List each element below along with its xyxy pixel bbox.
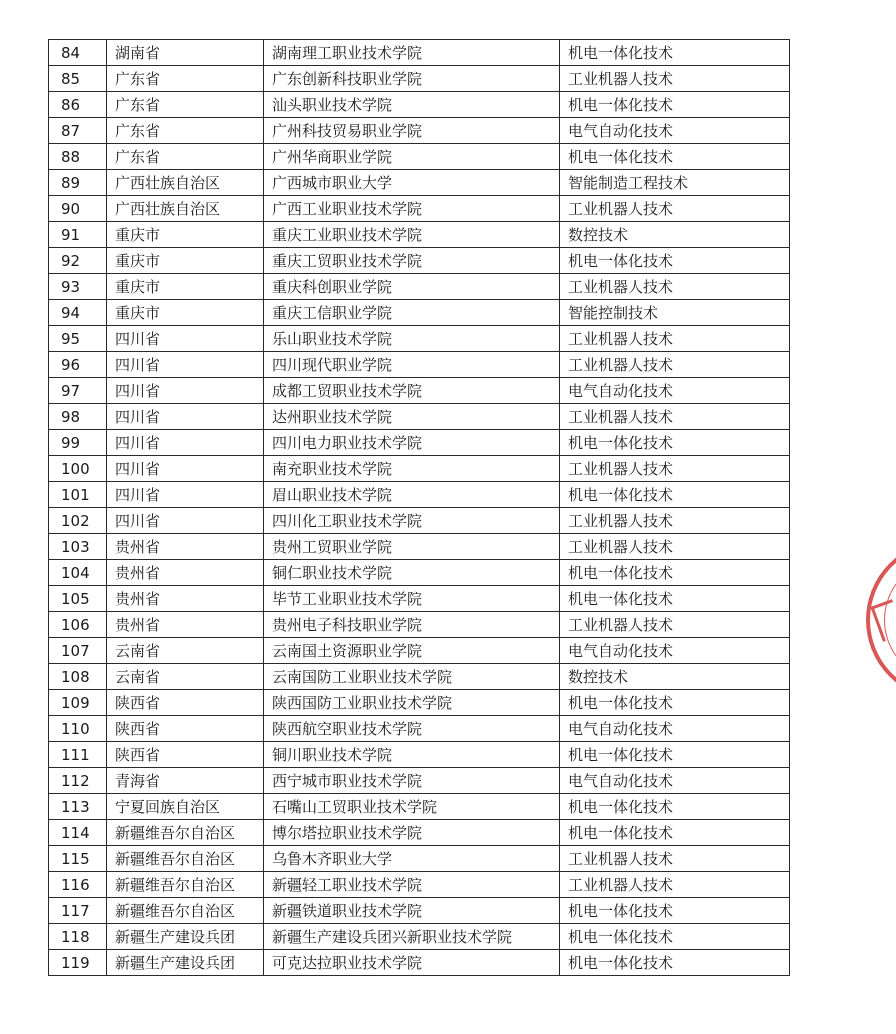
table-row <box>49 40 790 66</box>
school-name-cell: 广东创新科技职业学院 <box>264 66 560 92</box>
province-cell: 广东省 <box>107 144 264 170</box>
row-number-cell: 92 <box>49 248 107 274</box>
row-number-cell: 101 <box>49 482 107 508</box>
row-number-cell: 95 <box>49 326 107 352</box>
school-name-cell: 南充职业技术学院 <box>264 456 560 482</box>
province-cell: 重庆市 <box>107 274 264 300</box>
table-row <box>49 144 790 170</box>
row-number-cell: 112 <box>49 768 107 794</box>
province-cell: 四川省 <box>107 352 264 378</box>
province-cell: 广东省 <box>107 66 264 92</box>
major-cell: 机电一体化技术 <box>560 794 790 820</box>
school-name-cell: 铜川职业技术学院 <box>264 742 560 768</box>
table-row <box>49 378 790 404</box>
table-body <box>49 40 790 976</box>
school-name-cell: 重庆工贸职业技术学院 <box>264 248 560 274</box>
school-name-cell: 铜仁职业技术学院 <box>264 560 560 586</box>
school-name-cell: 四川现代职业学院 <box>264 352 560 378</box>
province-cell: 新疆生产建设兵团 <box>107 950 264 976</box>
province-cell: 重庆市 <box>107 300 264 326</box>
major-cell: 机电一体化技术 <box>560 742 790 768</box>
school-name-cell: 可克达拉职业技术学院 <box>264 950 560 976</box>
table-row <box>49 92 790 118</box>
row-number-cell: 103 <box>49 534 107 560</box>
province-cell: 湖南省 <box>107 40 264 66</box>
province-cell: 新疆维吾尔自治区 <box>107 820 264 846</box>
row-number-cell: 97 <box>49 378 107 404</box>
school-name-cell: 广州科技贸易职业学院 <box>264 118 560 144</box>
seal-glyph-mark <box>870 599 896 642</box>
table-row <box>49 716 790 742</box>
major-cell: 机电一体化技术 <box>560 40 790 66</box>
major-cell: 机电一体化技术 <box>560 248 790 274</box>
table-row <box>49 872 790 898</box>
province-cell: 陕西省 <box>107 690 264 716</box>
major-cell: 电气自动化技术 <box>560 118 790 144</box>
table-row <box>49 66 790 92</box>
row-number-cell: 118 <box>49 924 107 950</box>
major-cell: 工业机器人技术 <box>560 846 790 872</box>
major-cell: 机电一体化技术 <box>560 560 790 586</box>
school-name-cell: 乌鲁木齐职业大学 <box>264 846 560 872</box>
table-row <box>49 326 790 352</box>
province-cell: 贵州省 <box>107 586 264 612</box>
table-row <box>49 742 790 768</box>
major-cell: 机电一体化技术 <box>560 144 790 170</box>
major-cell: 机电一体化技术 <box>560 92 790 118</box>
major-cell: 工业机器人技术 <box>560 196 790 222</box>
school-name-cell: 博尔塔拉职业技术学院 <box>264 820 560 846</box>
table-row <box>49 794 790 820</box>
major-cell: 工业机器人技术 <box>560 534 790 560</box>
row-number-cell: 114 <box>49 820 107 846</box>
table-row <box>49 248 790 274</box>
row-number-cell: 116 <box>49 872 107 898</box>
province-cell: 四川省 <box>107 326 264 352</box>
table-row <box>49 352 790 378</box>
school-name-cell: 西宁城市职业技术学院 <box>264 768 560 794</box>
province-cell: 重庆市 <box>107 222 264 248</box>
row-number-cell: 109 <box>49 690 107 716</box>
table-row <box>49 534 790 560</box>
school-name-cell: 重庆工业职业技术学院 <box>264 222 560 248</box>
row-number-cell: 104 <box>49 560 107 586</box>
province-cell: 四川省 <box>107 430 264 456</box>
table-row <box>49 898 790 924</box>
major-cell: 工业机器人技术 <box>560 508 790 534</box>
row-number-cell: 106 <box>49 612 107 638</box>
school-name-cell: 重庆工信职业学院 <box>264 300 560 326</box>
row-number-cell: 84 <box>49 40 107 66</box>
row-number-cell: 98 <box>49 404 107 430</box>
province-cell: 广东省 <box>107 118 264 144</box>
table-row <box>49 456 790 482</box>
school-name-cell: 湖南理工职业技术学院 <box>264 40 560 66</box>
row-number-cell: 110 <box>49 716 107 742</box>
table-row <box>49 170 790 196</box>
school-name-cell: 新疆生产建设兵团兴新职业技术学院 <box>264 924 560 950</box>
school-name-cell: 石嘴山工贸职业技术学院 <box>264 794 560 820</box>
school-name-cell: 贵州工贸职业学院 <box>264 534 560 560</box>
major-cell: 工业机器人技术 <box>560 872 790 898</box>
row-number-cell: 117 <box>49 898 107 924</box>
row-number-cell: 94 <box>49 300 107 326</box>
table-row <box>49 118 790 144</box>
province-cell: 新疆维吾尔自治区 <box>107 846 264 872</box>
province-cell: 青海省 <box>107 768 264 794</box>
major-cell: 电气自动化技术 <box>560 378 790 404</box>
major-cell: 机电一体化技术 <box>560 924 790 950</box>
school-list-table <box>48 39 790 976</box>
province-cell: 重庆市 <box>107 248 264 274</box>
table-row <box>49 846 790 872</box>
school-name-cell: 陕西国防工业职业技术学院 <box>264 690 560 716</box>
school-name-cell: 云南国防工业职业技术学院 <box>264 664 560 690</box>
major-cell: 工业机器人技术 <box>560 274 790 300</box>
red-seal-stamp <box>866 540 896 700</box>
school-name-cell: 四川电力职业技术学院 <box>264 430 560 456</box>
table-row <box>49 508 790 534</box>
school-name-cell: 乐山职业技术学院 <box>264 326 560 352</box>
row-number-cell: 93 <box>49 274 107 300</box>
table-row <box>49 638 790 664</box>
province-cell: 云南省 <box>107 638 264 664</box>
major-cell: 智能控制技术 <box>560 300 790 326</box>
major-cell: 工业机器人技术 <box>560 612 790 638</box>
table-row <box>49 664 790 690</box>
school-name-cell: 广州华商职业学院 <box>264 144 560 170</box>
province-cell: 新疆生产建设兵团 <box>107 924 264 950</box>
major-cell: 智能制造工程技术 <box>560 170 790 196</box>
school-name-cell: 广西工业职业技术学院 <box>264 196 560 222</box>
row-number-cell: 102 <box>49 508 107 534</box>
major-cell: 工业机器人技术 <box>560 456 790 482</box>
table-row <box>49 560 790 586</box>
row-number-cell: 87 <box>49 118 107 144</box>
table-row <box>49 404 790 430</box>
major-cell: 电气自动化技术 <box>560 638 790 664</box>
major-cell: 工业机器人技术 <box>560 326 790 352</box>
province-cell: 陕西省 <box>107 742 264 768</box>
major-cell: 工业机器人技术 <box>560 352 790 378</box>
major-cell: 数控技术 <box>560 664 790 690</box>
row-number-cell: 107 <box>49 638 107 664</box>
table-row <box>49 950 790 976</box>
province-cell: 四川省 <box>107 456 264 482</box>
province-cell: 四川省 <box>107 404 264 430</box>
row-number-cell: 96 <box>49 352 107 378</box>
province-cell: 贵州省 <box>107 534 264 560</box>
table-row <box>49 924 790 950</box>
table-row <box>49 690 790 716</box>
major-cell: 机电一体化技术 <box>560 950 790 976</box>
school-name-cell: 广西城市职业大学 <box>264 170 560 196</box>
table-row <box>49 430 790 456</box>
major-cell: 电气自动化技术 <box>560 716 790 742</box>
school-name-cell: 成都工贸职业技术学院 <box>264 378 560 404</box>
row-number-cell: 86 <box>49 92 107 118</box>
province-cell: 四川省 <box>107 508 264 534</box>
school-name-cell: 毕节工业职业技术学院 <box>264 586 560 612</box>
province-cell: 云南省 <box>107 664 264 690</box>
province-cell: 广东省 <box>107 92 264 118</box>
school-name-cell: 陕西航空职业技术学院 <box>264 716 560 742</box>
row-number-cell: 113 <box>49 794 107 820</box>
table-row <box>49 820 790 846</box>
table-row <box>49 196 790 222</box>
school-name-cell: 汕头职业技术学院 <box>264 92 560 118</box>
table-row <box>49 586 790 612</box>
table-row <box>49 300 790 326</box>
row-number-cell: 90 <box>49 196 107 222</box>
major-cell: 电气自动化技术 <box>560 768 790 794</box>
row-number-cell: 89 <box>49 170 107 196</box>
row-number-cell: 99 <box>49 430 107 456</box>
province-cell: 广西壮族自治区 <box>107 196 264 222</box>
table-row <box>49 768 790 794</box>
row-number-cell: 111 <box>49 742 107 768</box>
row-number-cell: 91 <box>49 222 107 248</box>
province-cell: 陕西省 <box>107 716 264 742</box>
major-cell: 机电一体化技术 <box>560 482 790 508</box>
major-cell: 工业机器人技术 <box>560 66 790 92</box>
province-cell: 四川省 <box>107 482 264 508</box>
school-name-cell: 新疆铁道职业技术学院 <box>264 898 560 924</box>
row-number-cell: 105 <box>49 586 107 612</box>
table-row <box>49 612 790 638</box>
table-row <box>49 222 790 248</box>
school-name-cell: 贵州电子科技职业学院 <box>264 612 560 638</box>
school-name-cell: 眉山职业技术学院 <box>264 482 560 508</box>
school-name-cell: 云南国土资源职业学院 <box>264 638 560 664</box>
row-number-cell: 108 <box>49 664 107 690</box>
school-name-cell: 新疆轻工职业技术学院 <box>264 872 560 898</box>
province-cell: 新疆维吾尔自治区 <box>107 872 264 898</box>
row-number-cell: 88 <box>49 144 107 170</box>
major-cell: 数控技术 <box>560 222 790 248</box>
major-cell: 工业机器人技术 <box>560 404 790 430</box>
major-cell: 机电一体化技术 <box>560 690 790 716</box>
row-number-cell: 119 <box>49 950 107 976</box>
province-cell: 新疆维吾尔自治区 <box>107 898 264 924</box>
major-cell: 机电一体化技术 <box>560 820 790 846</box>
table-row <box>49 482 790 508</box>
row-number-cell: 100 <box>49 456 107 482</box>
major-cell: 机电一体化技术 <box>560 430 790 456</box>
row-number-cell: 115 <box>49 846 107 872</box>
province-cell: 贵州省 <box>107 612 264 638</box>
table-row <box>49 274 790 300</box>
major-cell: 机电一体化技术 <box>560 586 790 612</box>
school-name-cell: 重庆科创职业学院 <box>264 274 560 300</box>
province-cell: 贵州省 <box>107 560 264 586</box>
province-cell: 宁夏回族自治区 <box>107 794 264 820</box>
school-name-cell: 四川化工职业技术学院 <box>264 508 560 534</box>
province-cell: 四川省 <box>107 378 264 404</box>
major-cell: 机电一体化技术 <box>560 898 790 924</box>
row-number-cell: 85 <box>49 66 107 92</box>
school-name-cell: 达州职业技术学院 <box>264 404 560 430</box>
province-cell: 广西壮族自治区 <box>107 170 264 196</box>
